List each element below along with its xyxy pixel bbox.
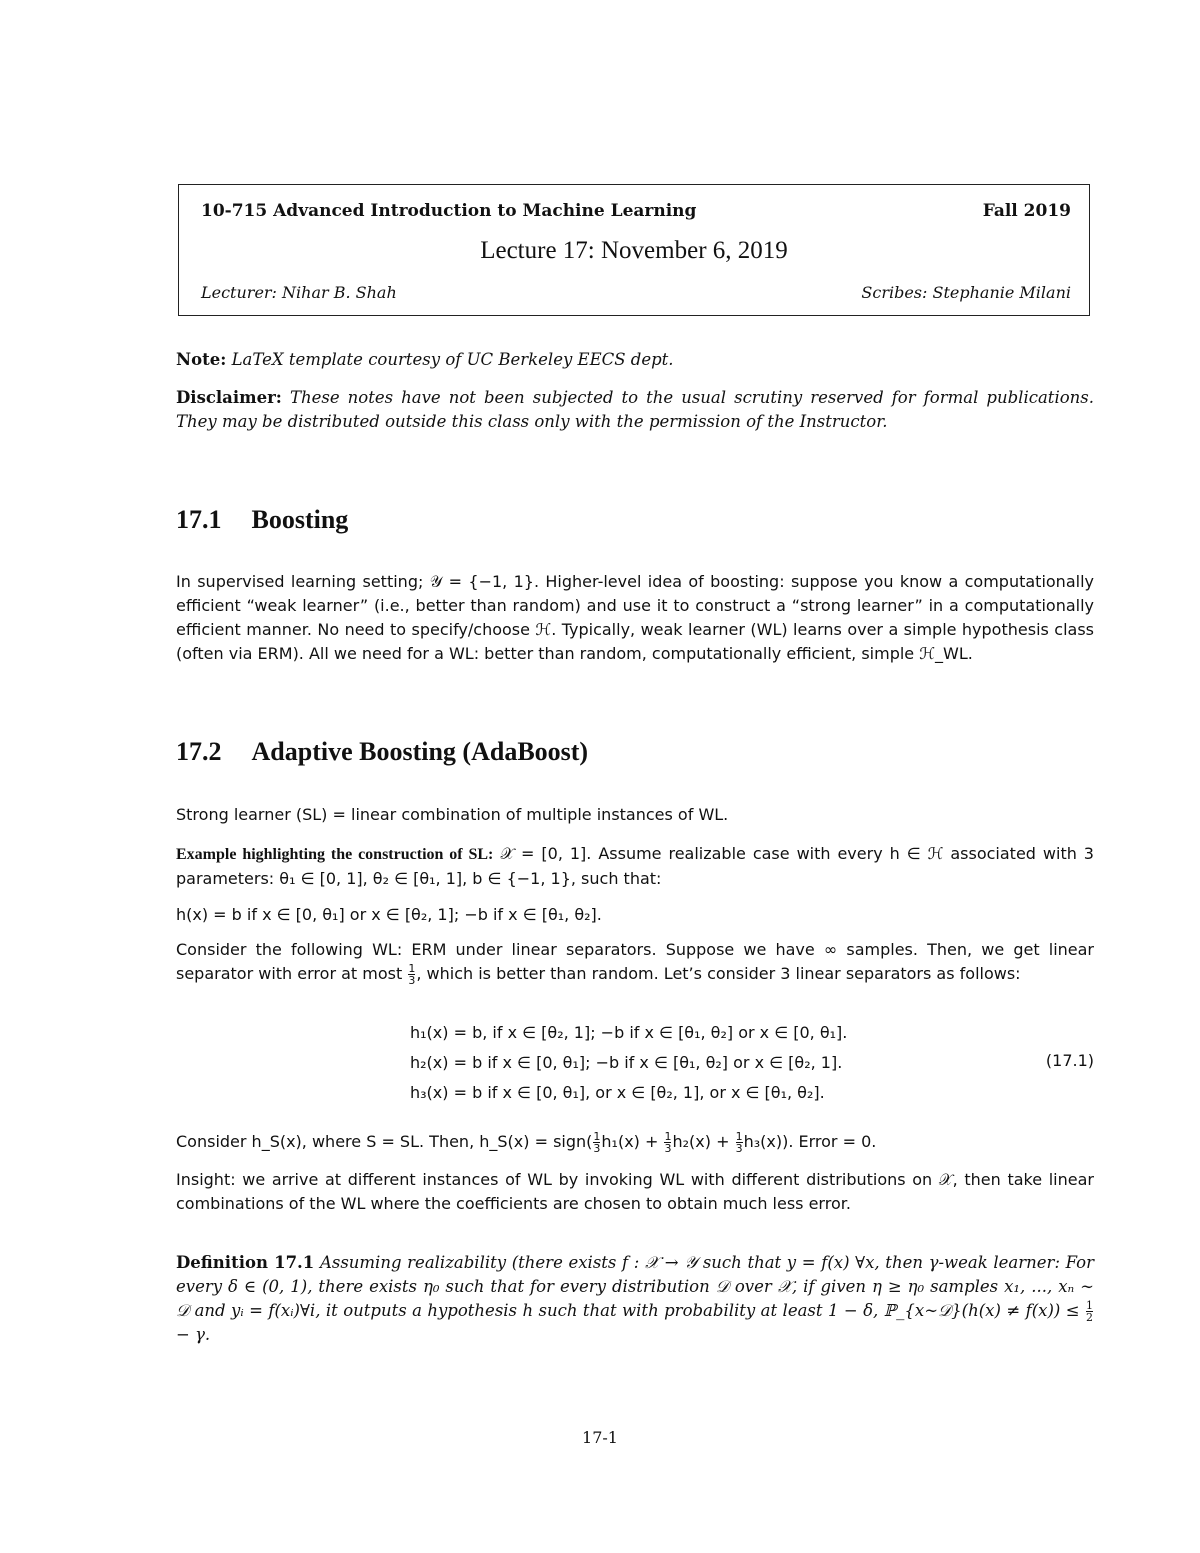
fraction-one-third: $\frac{1}{3}$	[664, 1130, 672, 1155]
lecture-header-box	[178, 184, 1090, 316]
lecturer-name: Lecturer: Nihar B. Shah	[201, 283, 397, 302]
page-number: 17-1	[582, 1428, 618, 1447]
fraction-one-third: $\frac{1}{3}$	[408, 962, 416, 987]
insight-paragraph: Insight: we arrive at different instances of WL by invoking WL with different distributions on 𝒳, then take linear combinations of the WL where the coefficients are chosen to obtain much less error.	[176, 1170, 1094, 1213]
note-paragraph	[176, 348, 1094, 372]
disclaimer-paragraph	[176, 386, 1094, 434]
disclaimer-text: These notes have not been subjected to the usual scrutiny reserved for formal publications. They may be distributed outside this class only with the permission of the Instructor.	[176, 388, 1094, 431]
section-number: 17.1	[176, 505, 222, 534]
course-title: 10-715 Advanced Introduction to Machine Learning	[201, 201, 697, 221]
boosting-paragraph: In supervised learning setting; 𝒴 = {−1, 1}. Higher-level idea of boosting: suppose you know a computationally efficient “weak learner” (i.e., better than random) and use it to construct a “strong learner” in a computationally efficient manner. No need to specify/choose ℋ. Typically, weak learner (WL) learns over a simple hypothesis class (often via ERM). All we need for a WL: better than random, computationally efficient, simple ℋ_WL.	[176, 572, 1094, 663]
strong-learner-paragraph: Strong learner (SL) = linear combination of multiple instances of WL.	[176, 805, 729, 824]
weak-learner-text-b: , which is better than random. Let’s consider 3 linear separators as follows:	[416, 964, 1021, 983]
fraction-one-third: $\frac{1}{3}$	[593, 1130, 601, 1155]
term-label: Fall 2019	[982, 201, 1071, 221]
fraction-one-third: $\frac{1}{3}$	[735, 1130, 743, 1155]
note-text: LaTeX template courtesy of UC Berkeley EECS dept.	[231, 350, 674, 369]
consider-hs-paragraph: Consider h_S(x), where S = SL. Then, h_S(x) = sign( $\frac{1}{3}$ h₁(x) + $\frac{1}{3}$ h₂(x) + $\frac{1}{3}$ h₃(x)). Error = 0.	[176, 1130, 877, 1155]
example-label: Example highlighting the construction of SL:	[176, 846, 494, 863]
fraction-one-half: $\frac{1}{2}$	[1086, 1299, 1094, 1324]
weak-learner-text-a: Consider the following WL: ERM under linear separators. Suppose we have ∞ samples. Then, we get linear separator with error at most	[176, 940, 1094, 983]
equation-line: h₁(x) = b, if x ∈ [θ₂, 1]; −b if x ∈ [θ₁, θ₂] or x ∈ [0, θ₁].	[410, 1023, 848, 1042]
equation-number: (17.1)	[1045, 1051, 1094, 1070]
example-paragraph	[176, 842, 1094, 891]
section-heading-adaboost	[176, 737, 588, 767]
section-number: 17.2	[176, 737, 222, 766]
scribe-names: Scribes: Stephanie Milani	[861, 283, 1071, 302]
lecture-title: Lecture 17: November 6, 2019	[480, 237, 788, 264]
equation-line: h₂(x) = b if x ∈ [0, θ₁]; −b if x ∈ [θ₁, θ₂] or x ∈ [θ₂, 1].	[410, 1053, 843, 1072]
h-definition-line: h(x) = b if x ∈ [0, θ₁] or x ∈ [θ₂, 1]; −b if x ∈ [θ₁, θ₂].	[176, 905, 602, 924]
equation-line: h₃(x) = b if x ∈ [0, θ₁], or x ∈ [θ₂, 1], or x ∈ [θ₁, θ₂].	[410, 1083, 825, 1102]
note-label: Note:	[176, 350, 227, 369]
disclaimer-label: Disclaimer:	[176, 388, 282, 407]
example-text: 𝒳 = [0, 1]. Assume realizable case with every h ∈ ℋ associated with 3 parameters: θ₁ ∈ [0, 1], θ₂ ∈ [θ₁, 1], b ∈ {−1, 1}, such that:	[176, 844, 1094, 888]
definition-paragraph: Definition 17.1 Assuming realizability (there exists f : 𝒳 → 𝒴 such that y = f(x) ∀x, then γ-weak learner: For every δ ∈ (0, 1), there exists η₀ such that for every distribution 𝒟 over 𝒳, if given η ≥ η₀ samples x₁, ..., xₙ ∼ 𝒟 and yᵢ = f(xᵢ)∀i, it outputs a hypothesis h such that with probability at least 1 − δ, ℙ_{x∼𝒟}(h(x) ≠ f(x)) ≤ $\frac{1}{2}$ − γ.	[176, 1253, 1095, 1344]
definition-text: Assuming realizability (there exists f : 𝒳 → 𝒴 such that y = f(x) ∀x, then γ-weak learner: For every δ ∈ (0, 1), there exists η₀ such that for every distribution 𝒟 over 𝒳, if given η ≥ η₀ samples x₁, ..., xₙ ∼ 𝒟 and yᵢ = f(xᵢ)∀i, it outputs a hypothesis h such that with probability at least 1 − δ, ℙ_{x∼𝒟}(h(x) ≠ f(x)) ≤	[176, 1253, 1095, 1320]
section-heading-boosting	[176, 505, 348, 535]
definition-label: Definition 17.1	[176, 1253, 315, 1272]
equation-block	[410, 1018, 847, 1108]
section-title: Boosting	[251, 505, 349, 534]
section-title: Adaptive Boosting (AdaBoost)	[251, 737, 589, 766]
weak-learner-paragraph	[176, 938, 1094, 986]
